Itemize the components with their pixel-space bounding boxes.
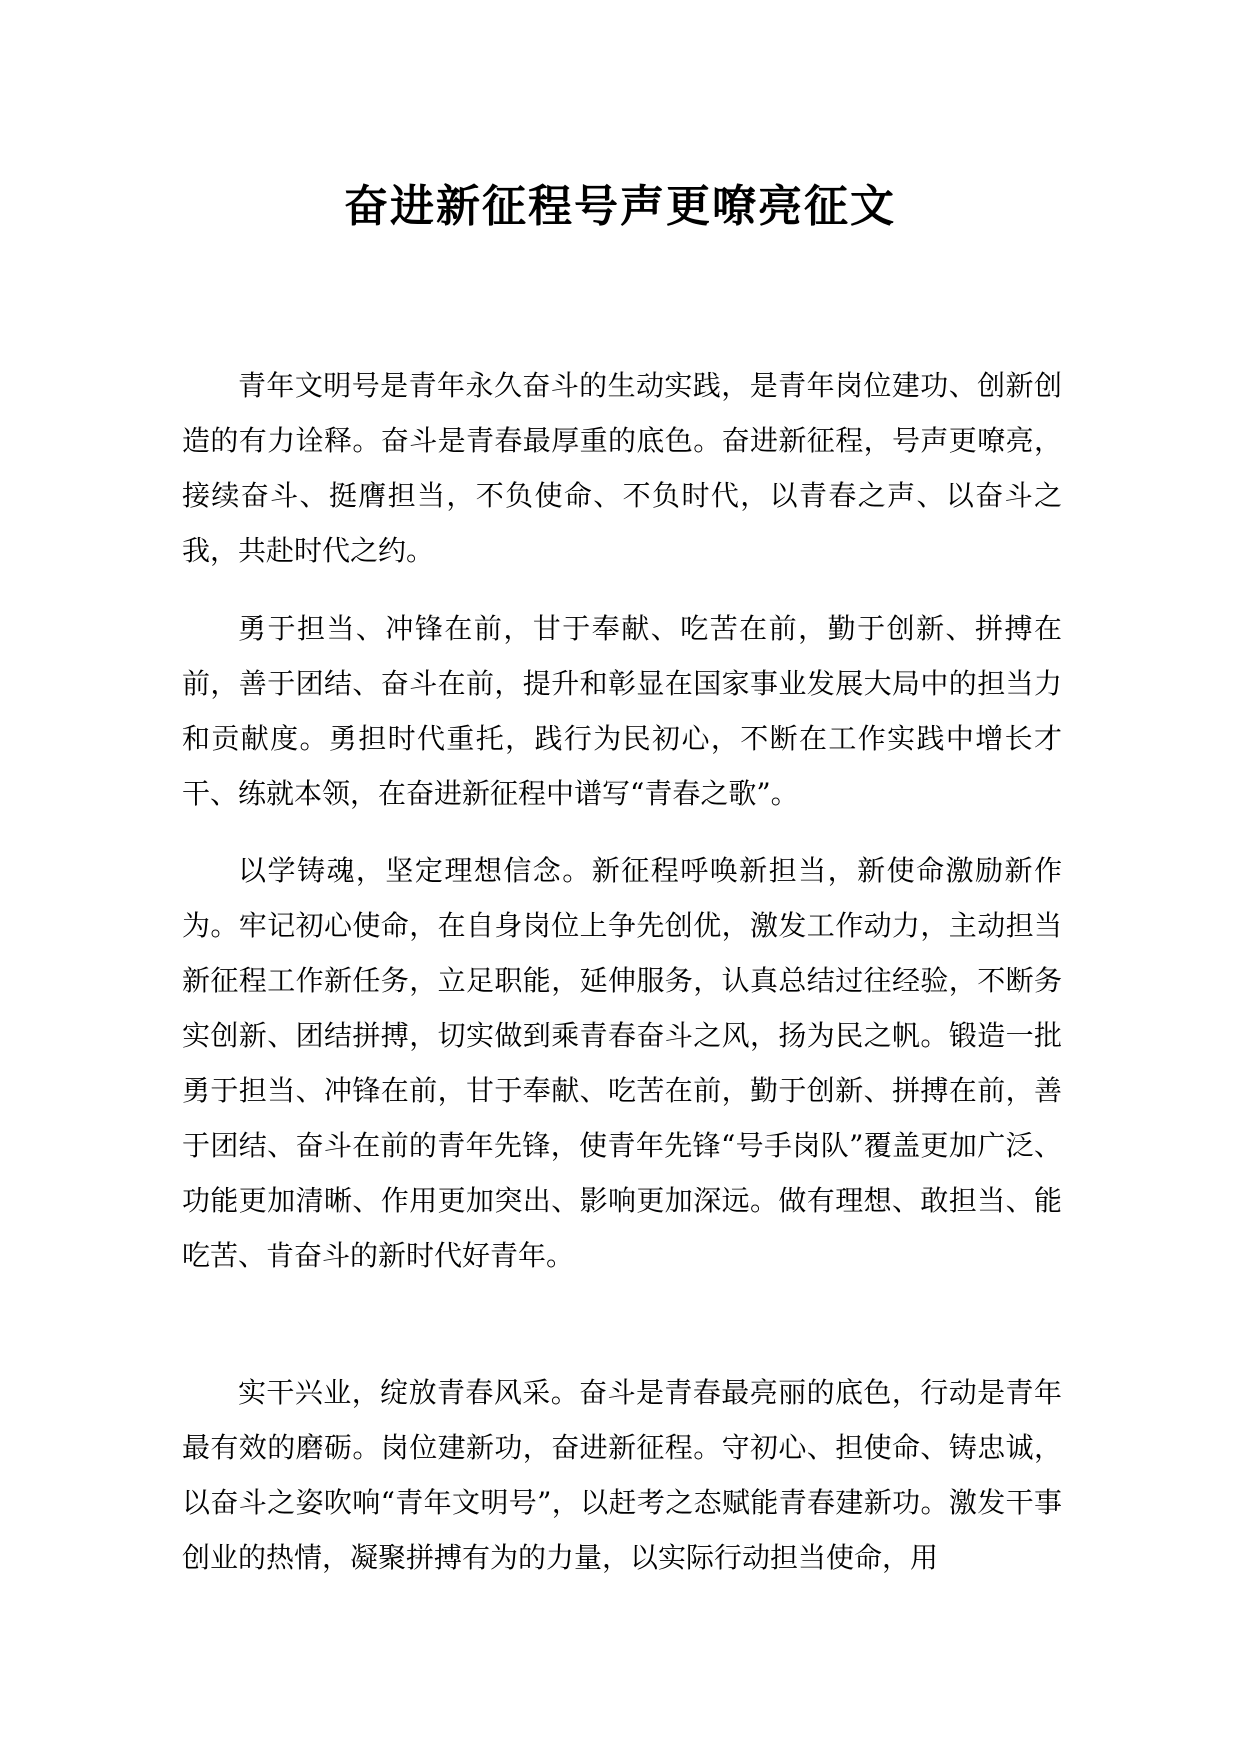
paragraph-3: 以学铸魂，坚定理想信念。新征程呼唤新担当，新使命激励新作为。牢记初心使命，在自身岗位上争先创优，激发工作动力，主动担当新征程工作新任务，立足职能，延伸服务，认真总结过往经验，不断务实创新、团结拼搏，切实做到乘青春奋斗之风，扬为民之帆。锻造一批勇于担当、冲锋在前，甘于奉献、吃苦在前，勤于创新、拼搏在前，善于团结、奋斗在前的青年先锋，使青年先锋“号手岗队”覆盖更加广泛、功能更加清晰、作用更加突出、影响更加深远。做有理想、敢担当、能吃苦、肯奋斗的新时代好青年。 [182,854,1062,1272]
paragraph-4: 实干兴业，绽放青春风采。奋斗是青春最亮丽的底色，行动是青年最有效的磨砺。岗位建新功，奋进新征程。守初心、担使命、铸忠诚，以奋斗之姿吹响“青年文明号”，以赶考之态赋能青春建新功。激发干事创业的热情，凝聚拼搏有为的力量，以实际行动担当使命，用 [182,1376,1062,1574]
document-title: 奋进新征程号声更嘹亮征文 [344,181,896,233]
paragraph-1: 青年文明号是青年永久奋斗的生动实践，是青年岗位建功、创新创造的有力诠释。奋斗是青春最厚重的底色。奋进新征程，号声更嘹亮，接续奋斗、挺膺担当，不负使命、不负时代，以青春之声、以奋斗之我，共赴时代之约。 [182,369,1062,567]
paragraph-2: 勇于担当、冲锋在前，甘于奉献、吃苦在前，勤于创新、拼搏在前，善于团结、奋斗在前，提升和彰显在国家事业发展大局中的担当力和贡献度。勇担时代重托，践行为民初心，不断在工作实践中增长才干、练就本领，在奋进新征程中谱写“青春之歌”。 [182,612,1062,810]
